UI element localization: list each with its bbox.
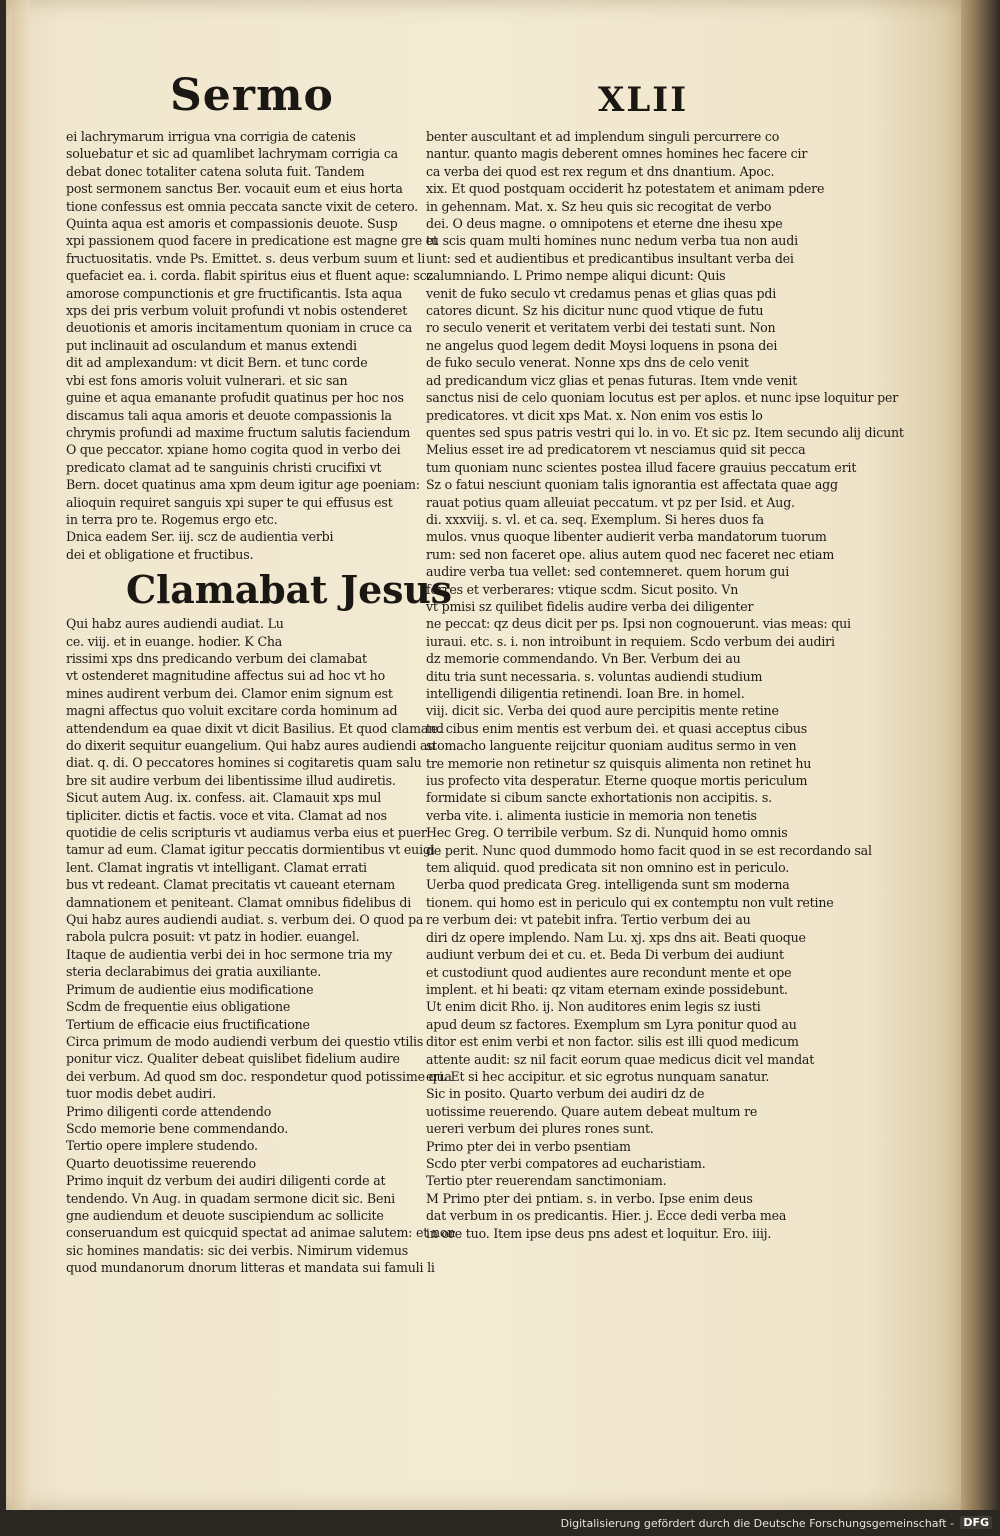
text-line: Quinta aqua est amoris et compassionis deuote. Susp [66,216,398,232]
text-line: debat donec totaliter catena soluta fuit. Tandem [66,163,365,179]
right-column-text [426,128,904,1242]
text-line: ad predicandum vicz glias et penas futuras. Item vnde venit [426,372,798,388]
text-line: uereri verbum dei plures rones sunt. [426,1121,654,1137]
text-line: catores dicunt. Sz his dicitur nunc quod vtique de futu [426,303,764,319]
text-line: uotissime reuerendo. Quare autem debeat multum re [426,1103,758,1119]
text-line: ne peccat: qz deus dicit per ps. Ipsi non cognouerunt. vias meas: qui [426,616,851,632]
text-line: de perit. Nunc quod dummodo homo facit quod in se est recordando sal [426,842,872,858]
text-line: Scdo memorie bene commendando. [66,1120,289,1136]
text-line: calumniando. L Primo nempe aliqui dicunt: Quis [426,268,726,284]
text-line: tendendo. Vn Aug. in quadam sermone dicit sic. Beni [66,1190,395,1206]
text-line: ei lachrymarum irrigua vna corrigia de catenis [66,129,356,144]
text-line: lent. Clamat ingratis vt intelligant. Clamat errati [66,859,367,875]
text-line: viij. dicit sic. Verba dei quod aure percipitis mente retine [426,703,779,719]
text-line: soluebatur et sic ad quamlibet lachrymam corrigia ca [66,146,398,162]
text-line: Scdm de frequentie eius obligatione [66,999,291,1015]
text-line: in ore tuo. Item ipse deus pns adest et loquitur. Ero. iiij. [426,1225,772,1241]
text-line: ponitur vicz. Qualiter debeat quislibet fidelium audire [66,1051,400,1067]
page-gutter [12,0,30,1510]
text-line: diat. q. di. O peccatores homines si cogitaretis quam salu [66,755,422,771]
text-line: tionem. qui homo est in periculo qui ex contemptu non vult retine [426,894,834,910]
text-line: ro seculo venerit et veritatem verbi dei testati sunt. Non [426,320,776,336]
text-line: do dixerit sequitur euangelium. Qui habz aures audiendi au [66,738,436,753]
text-line: guine et aqua emanante profudit quatinus per hoc nos [66,390,404,406]
text-line: quod mundanorum dnorum litteras et mandata sui famuli li [66,1260,435,1276]
text-line: Itaque de audientia verbi dei in hoc sermone tria my [66,946,392,962]
text-line: Primo inquit dz verbum dei audiri diligenti corde at [66,1173,386,1189]
text-line: tamur ad eum. Clamat igitur peccatis dormientibus vt euigi [66,842,435,858]
text-line: post sermonem sanctus Ber. vocauit eum et eius horta [66,181,403,197]
text-line: di. xxxviij. s. vl. et ca. seq. Exemplum. Si heres duos fa [426,511,764,527]
text-line: magni affectus quo voluit excitare corda hominum ad [66,703,398,719]
text-line: Tertio opere implere studendo. [66,1138,258,1154]
text-line: Tertium de efficacie eius fructificatione [66,1016,310,1032]
text-line: rissimi xps dns predicando verbum dei clamabat [66,650,367,666]
text-line: verba vite. i. alimenta iusticie in memoria non tenetis [426,807,757,823]
text-line: stomacho languente reijcitur quoniam auditus sermo in ven [426,738,797,754]
running-header-left: Sermo [170,70,334,121]
text-line: predicatores. vt dicit xps Mat. x. Non enim vos estis lo [426,407,763,423]
text-line: Bern. docet quatinus ama xpm deum igitur age poeniam: [66,477,420,493]
folio-number: XLII [598,80,689,120]
text-line: M Primo pter dei pntiam. s. in verbo. Ipse enim deus [426,1190,753,1206]
text-line: steria declarabimus dei gratia auxiliante. [66,964,322,980]
funding-credit: Digitalisierung gefördert durch die Deutsche Forschungsgemeinschaft - [560,1517,954,1530]
text-line: mines audirent verbum dei. Clamor enim signum est [66,685,393,701]
left-column-text-after [66,615,456,1276]
text-line: ce. viij. et in euange. hodier. K Cha [66,633,283,649]
text-line: predicato clamat ad te sanguinis christi crucifixi vt [66,459,382,475]
text-line: xpi passionem quod facere in predicatione est magne gre et [66,233,438,249]
text-line: Scdo pter verbi compatores ad eucharistiam. [426,1155,706,1171]
text-line: attendendum ea quae dixit vt dicit Basilius. Et quod clamand [66,720,444,736]
text-line: et custodiunt quod audientes aure recondunt mente et ope [426,964,792,980]
text-line: Ut enim dicit Rho. ij. Non auditores enim legis sz iusti [426,999,761,1015]
text-line: Quarto deuotissime reuerendo [66,1155,256,1171]
text-line: unt: sed et audientibus et predicantibus insultant verba dei [426,250,794,266]
text-line: Sz o fatui nesciunt quoniam talis ignorantia est affectata quae agg [426,477,838,493]
text-line: attente audit: sz nil facit eorum quae medicus dicit vel mandat [426,1051,815,1067]
text-line: Primo pter dei in verbo psentiam [426,1138,631,1154]
text-line: quotidie de celis scripturis vt audiamus verba eius et puer [66,825,427,841]
text-line: quefaciet ea. i. corda. flabit spiritus eius et fluent aque: scz [66,268,433,284]
text-line: damnationem et peniteant. Clamat omnibus fidelibus di [66,894,412,910]
text-line: rabola pulcra posuit: vt patz in hodier. euangel. [66,929,360,945]
text-line: dat verbum in os predicantis. Hier. j. Ecce dedi verba mea [426,1208,787,1224]
text-line: tu scis quam multi homines nunc nedum verba tua non audi [426,233,798,249]
text-line: dz memorie commendando. Vn Ber. Verbum dei au [426,651,741,667]
text-line: sanctus nisi de celo quoniam locutus est per aplos. et nunc ipse loquitur per [426,390,899,406]
text-line: Sic in posito. Quarto verbum dei audiri dz de [426,1086,705,1102]
text-line: ferres et verberares: vtique scdm. Sicut posito. Vn [426,581,739,597]
text-line: vbi est fons amoris voluit vulnerari. et sic san [66,372,348,388]
text-line: bus vt redeant. Clamat precitatis vt caueant eternam [66,877,396,893]
text-line: Sicut autem Aug. ix. confess. ait. Clamauit xps mul [66,790,382,806]
viewer-footer [0,1510,1000,1536]
text-line: ditor est enim verbi et non factor. silis est illi quod medicum [426,1034,799,1050]
text-line: ius profecto vita desperatur. Eterne quoque mortis periculum [426,773,808,789]
text-line: tuor modis debet audiri. [66,1086,216,1102]
text-line: xps dei pris verbum voluit profundi vt nobis ostenderet [66,303,408,319]
text-line: dei verbum. Ad quod sm doc. respondetur quod potissime qua [66,1068,452,1084]
section-heading: Clamabat Jesus [126,567,452,613]
text-line: Melius esset ire ad predicatorem vt nesciamus quid sit pecca [426,442,806,458]
text-line: bre sit audire verbum dei libentissime illud audiretis. [66,772,396,788]
text-line: rum: sed non faceret ope. alius autem quod nec faceret nec etiam [426,546,835,562]
text-line: chrymis profundi ad maxime fructum salutis faciendum [66,424,411,440]
text-line: in gehennam. Mat. x. Sz heu quis sic recogitat de verbo [426,198,772,214]
right-column [426,128,904,1242]
text-line: xix. Et quod postquam occiderit hz potestatem et animam pdere [426,181,825,197]
text-line: Dnica eadem Ser. iij. scz de audientia verbi [66,529,334,545]
text-line: alioquin requiret sanguis xpi super te qui effusus est [66,494,393,510]
text-line: fructuositatis. vnde Ps. Emittet. s. deus verbum suum et li [66,250,426,266]
text-line: discamus tali aqua amoris et deuote compassionis la [66,407,392,423]
text-line: rauat potius quam alleuiat peccatum. vt pz per Isid. et Aug. [426,494,795,510]
text-line: deuotionis et amoris incitamentum quoniam in cruce ca [66,320,413,336]
text-line: nantur. quanto magis deberent omnes homines hec facere cir [426,146,808,162]
text-line: ca verba dei quod est rex regum et dns dnantium. Apoc. [426,163,775,179]
text-line: amorose compunctionis et gre fructificantis. Ista aqua [66,285,403,301]
text-line: quentes sed spus patris vestri qui lo. in vo. Et sic pz. Item secundo alij dicunt [426,424,904,440]
text-line: Uerba quod predicata Greg. intelligenda sunt sm moderna [426,877,790,893]
text-line: Hec Greg. O terribile verbum. Sz di. Nunquid homo omnis [426,825,788,841]
left-column-text-before [66,128,438,563]
text-line: venit de fuko seculo vt credamus penas et glias quas pdi [426,285,777,301]
text-line: formidate si cibum sancte exhortationis non accipitis. s. [426,790,772,806]
text-line: benter auscultant et ad implendum singuli percurrere co [426,129,780,144]
text-line: Qui habz aures audiendi audiat. Lu [66,616,284,632]
text-line: ne angelus quod legem dedit Moysi loquens in psona dei [426,337,778,353]
text-line: O que peccator. xpiane homo cogita quod in verbo dei [66,442,401,458]
text-line: Qui habz aures audiendi audiat. s. verbum dei. O quod pa [66,912,424,928]
text-line: mulos. vnus quoque libenter audierit verba mandatorum tuorum [426,529,827,545]
text-line: tem aliquid. quod predicata sit non omnino est in periculo. [426,860,790,876]
text-line: gne audiendum et deuote suscipiendum ac sollicite [66,1207,384,1223]
text-line: te. cibus enim mentis est verbum dei. et quasi acceptus cibus [426,720,808,736]
text-line: put inclinauit ad osculandum et manus extendi [66,337,357,353]
text-line: diri dz opere implendo. Nam Lu. xj. xps dns ait. Beati quoque [426,929,806,945]
text-line: implent. et hi beati: qz vitam eternam exinde possidebunt. [426,981,788,997]
text-line: dei et obligatione et fructibus. [66,546,254,562]
text-line: vt ostenderet magnitudine affectus sui ad hoc vt ho [66,668,385,684]
text-line: conseruandum est quicquid spectat ad animae salutem: et non [66,1225,456,1241]
text-line: tum quoniam nunc scientes postea illud facere grauius peccatum erit [426,459,857,475]
text-line: sic homines mandatis: sic dei verbis. Nimirum videmus [66,1242,409,1258]
dfg-logo: DFG [960,1516,992,1529]
text-line: Circa primum de modo audiendi verbum dei questio vtilis [66,1033,424,1049]
text-line: apud deum sz factores. Exemplum sm Lyra ponitur quod au [426,1016,797,1032]
text-line: re verbum dei: vt patebit infra. Tertio verbum dei au [426,912,751,928]
text-line: tione confessus est omnia peccata sancte vixit de cetero. [66,198,418,214]
text-line: Tertio pter reuerendam sanctimoniam. [426,1173,667,1189]
page-edge [961,0,1000,1510]
text-line: intelligendi diligentia retinendi. Ioan Bre. in homel. [426,686,745,701]
text-line: de fuko seculo venerat. Nonne xps dns de celo venit [426,355,749,371]
left-column [66,128,456,1277]
text-line: iuraui. etc. s. i. non introibunt in requiem. Scdo verbum dei audiri [426,633,835,649]
text-line: tipliciter. dictis et factis. voce et vita. Clamat ad nos [66,807,387,823]
text-line: Primum de audientie eius modificatione [66,981,314,997]
text-line: ditu tria sunt necessaria. s. voluntas audiendi studium [426,668,763,684]
text-line: tre memorie non retinetur sz quisquis alimenta non retinet hu [426,755,812,771]
text-line: vt pmisi sz quilibet fidelis audire verba dei diligenter [426,598,754,614]
text-line: eri. Et si hec accipitur. et sic egrotus nunquam sanatur. [426,1068,770,1084]
text-line: dit ad amplexandum: vt dicit Bern. et tunc corde [66,355,368,371]
text-line: audire verba tua vellet: sed contemneret. quem horum gui [426,564,790,580]
text-line: audiunt verbum dei et cu. et. Beda Di verbum dei audiunt [426,947,784,963]
text-line: in terra pro te. Rogemus ergo etc. [66,511,278,527]
text-line: dei. O deus magne. o omnipotens et eterne dne ihesu xpe [426,216,783,232]
text-line: Primo diligenti corde attendendo [66,1103,272,1119]
